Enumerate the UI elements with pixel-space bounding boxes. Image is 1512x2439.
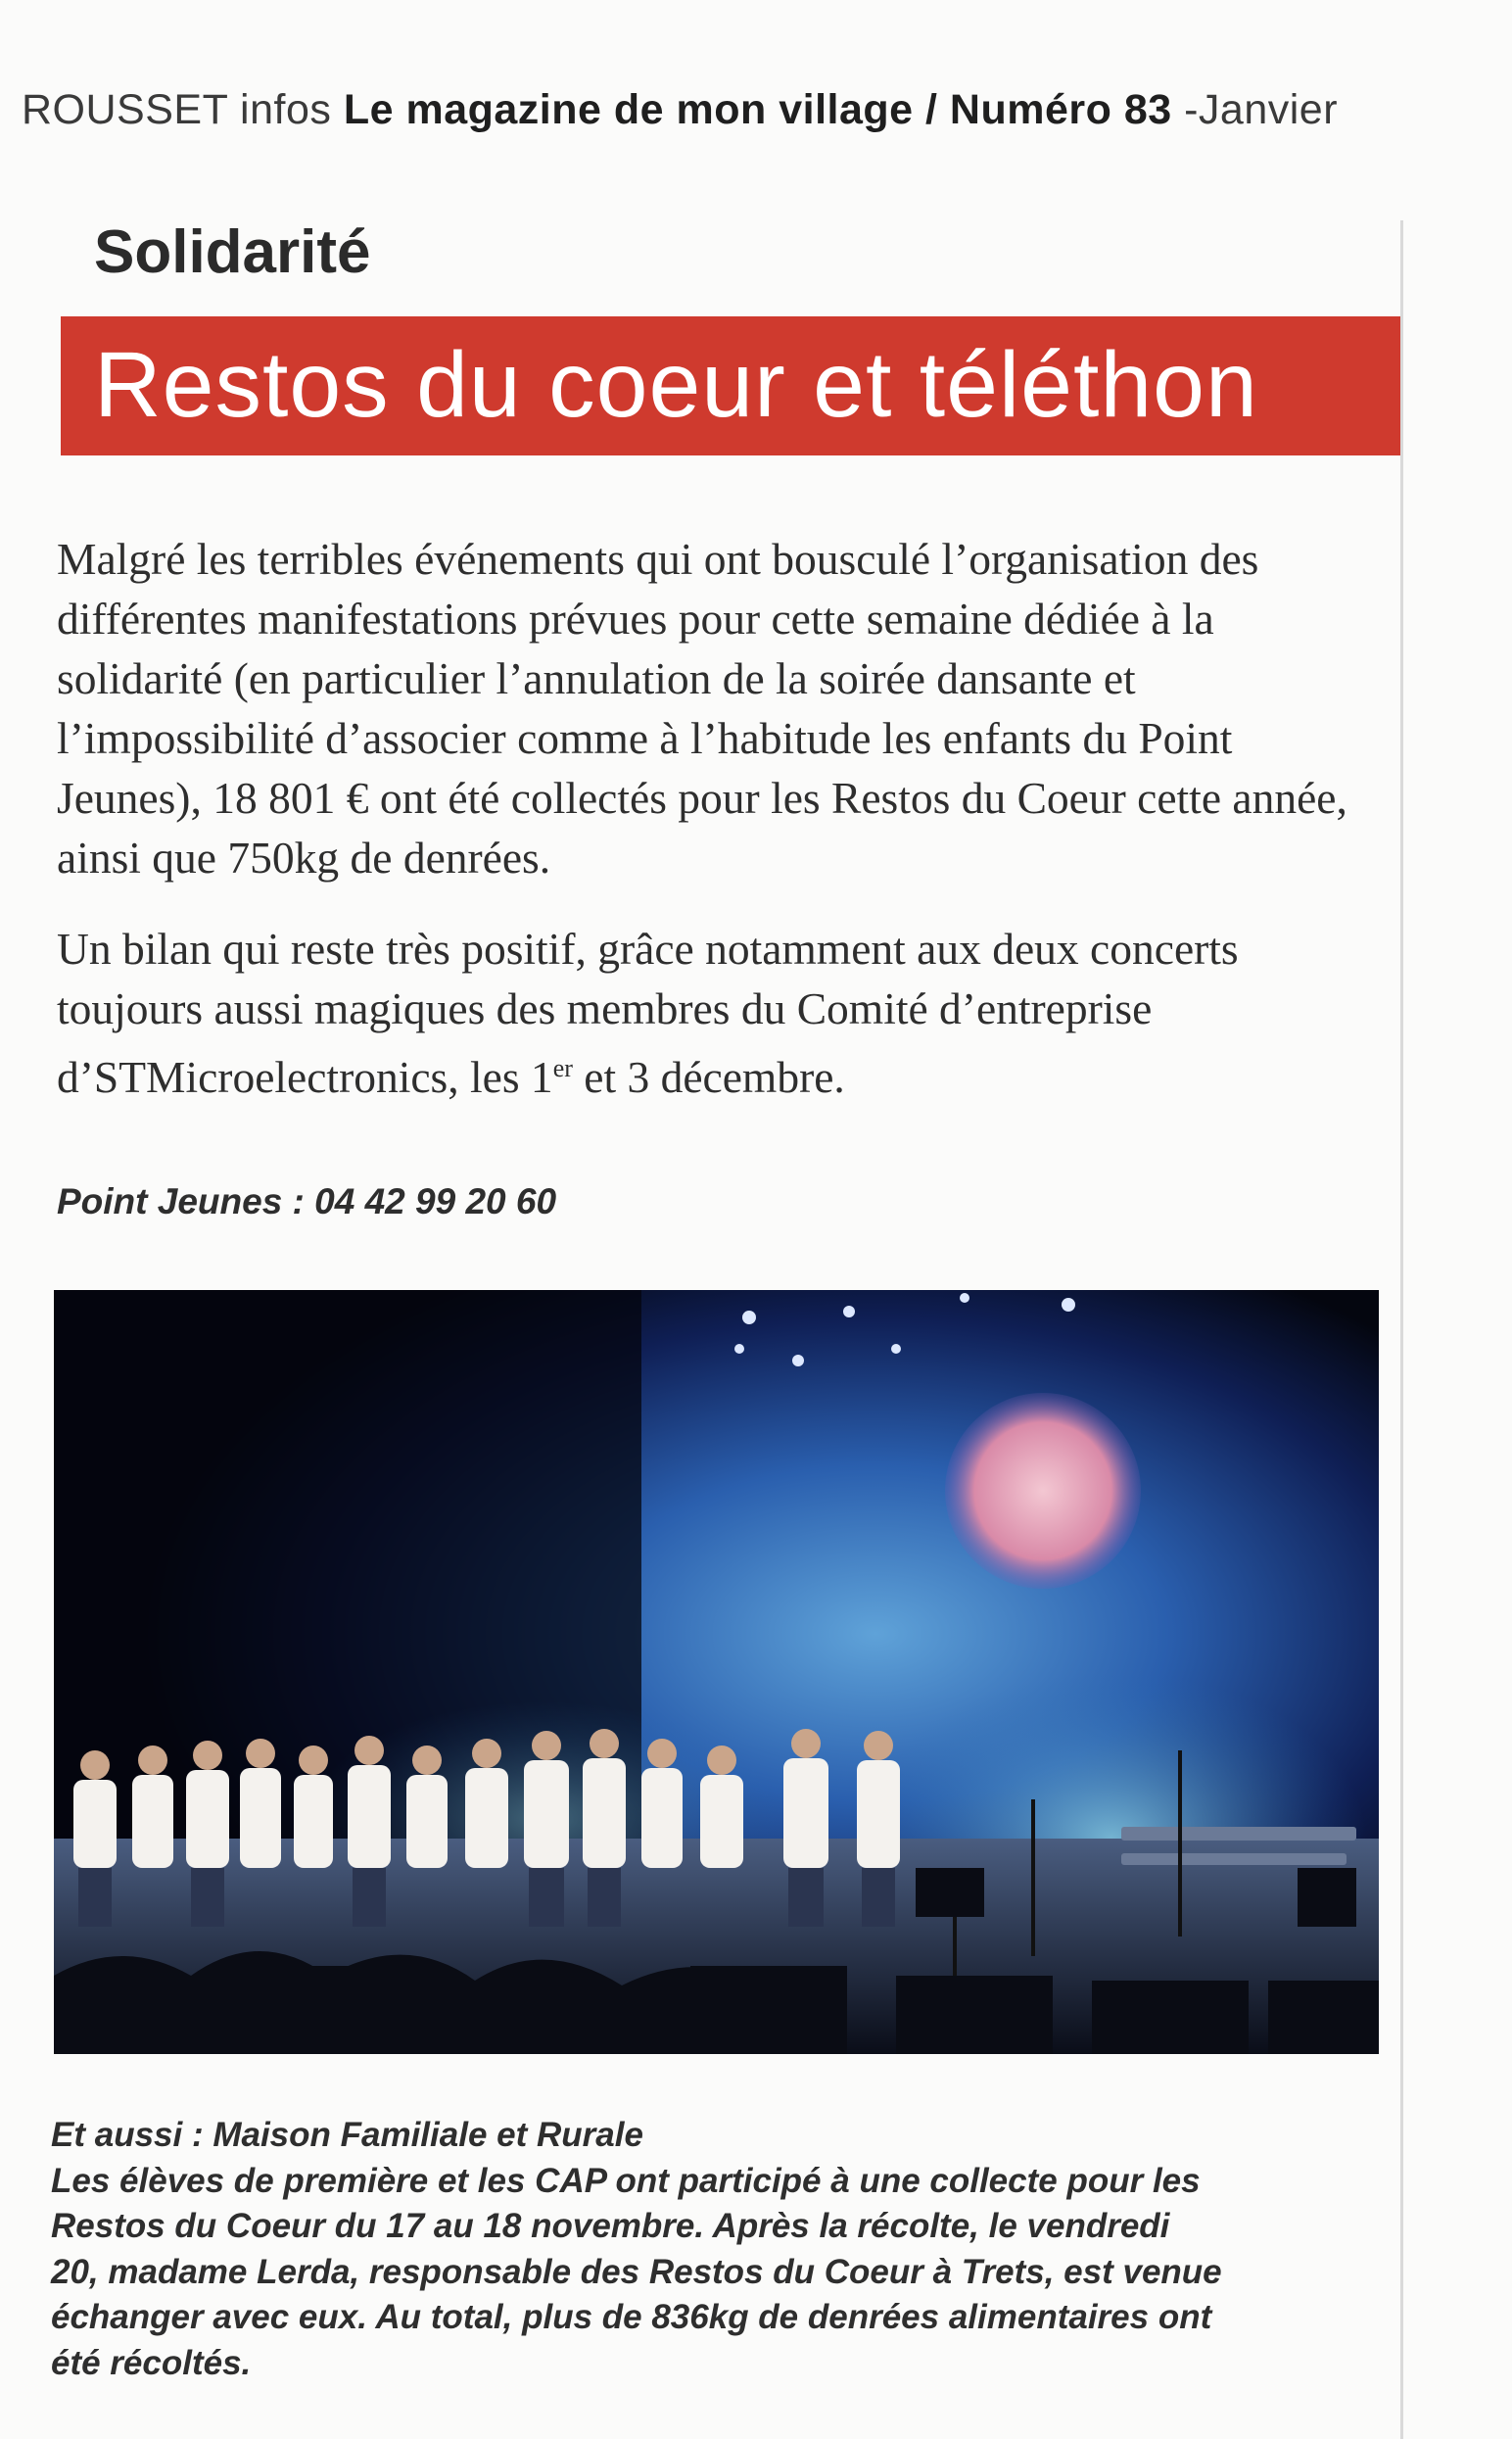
ordinal-superscript: er <box>552 1054 573 1082</box>
caption-line: Restos du Coeur du 17 au 18 novembre. Après la récolte, le vendredi <box>51 2207 1170 2245</box>
caption-line: été récoltés. <box>51 2343 252 2382</box>
paragraph-2-end: et 3 décembre. <box>572 1052 845 1103</box>
concert-stage-photo <box>54 1290 1379 2054</box>
section-heading: Solidarité <box>94 218 371 286</box>
article-title: Restos du coeur et téléthon <box>94 333 1258 437</box>
column-divider <box>1400 220 1403 2439</box>
caption-line: 20, madame Lerda, responsable des Restos du Coeur à Trets, est venue <box>51 2252 1222 2291</box>
caption-line: Les élèves de première et les CAP ont participé à une collecte pour les <box>51 2161 1201 2200</box>
brand-suffix: infos <box>240 86 332 133</box>
caption-line: Et aussi : Maison Familiale et Rurale <box>51 2116 643 2154</box>
brand-name: ROUSSET <box>22 86 228 133</box>
contact-line: Point Jeunes : 04 42 99 20 60 <box>57 1181 557 1221</box>
paragraph-2 <box>57 919 1369 1107</box>
paragraph-2-text: Un bilan qui reste très positif, grâce notamment aux deux concerts toujours aussi magiques des membres du Comité d’entreprise d’STMicroelectronics, les 1 <box>57 924 1239 1103</box>
photo-caption <box>51 2113 1373 2386</box>
paragraph-1: Malgré les terribles événements qui ont bousculé l’organisation des différentes manifestations prévues pour cette semaine dédiée à la solidarité (en particulier l’annulation de la soirée dansante et l’impossibilité d’associer comme à l’habitude les enfants du Point Jeunes), 18 801 € ont été collectés pour les Restos du Coeur cette année, ainsi que 750kg de denrées. <box>57 534 1347 883</box>
caption-line: échanger avec eux. Au total, plus de 836kg de denrées alimentaires ont <box>51 2298 1212 2336</box>
article-body <box>57 529 1369 1138</box>
title-banner <box>61 316 1400 455</box>
page-header <box>22 86 1338 134</box>
magazine-title: Le magazine de mon village / Numéro 83 <box>343 86 1172 133</box>
issue-month: -Janvier <box>1184 86 1339 133</box>
